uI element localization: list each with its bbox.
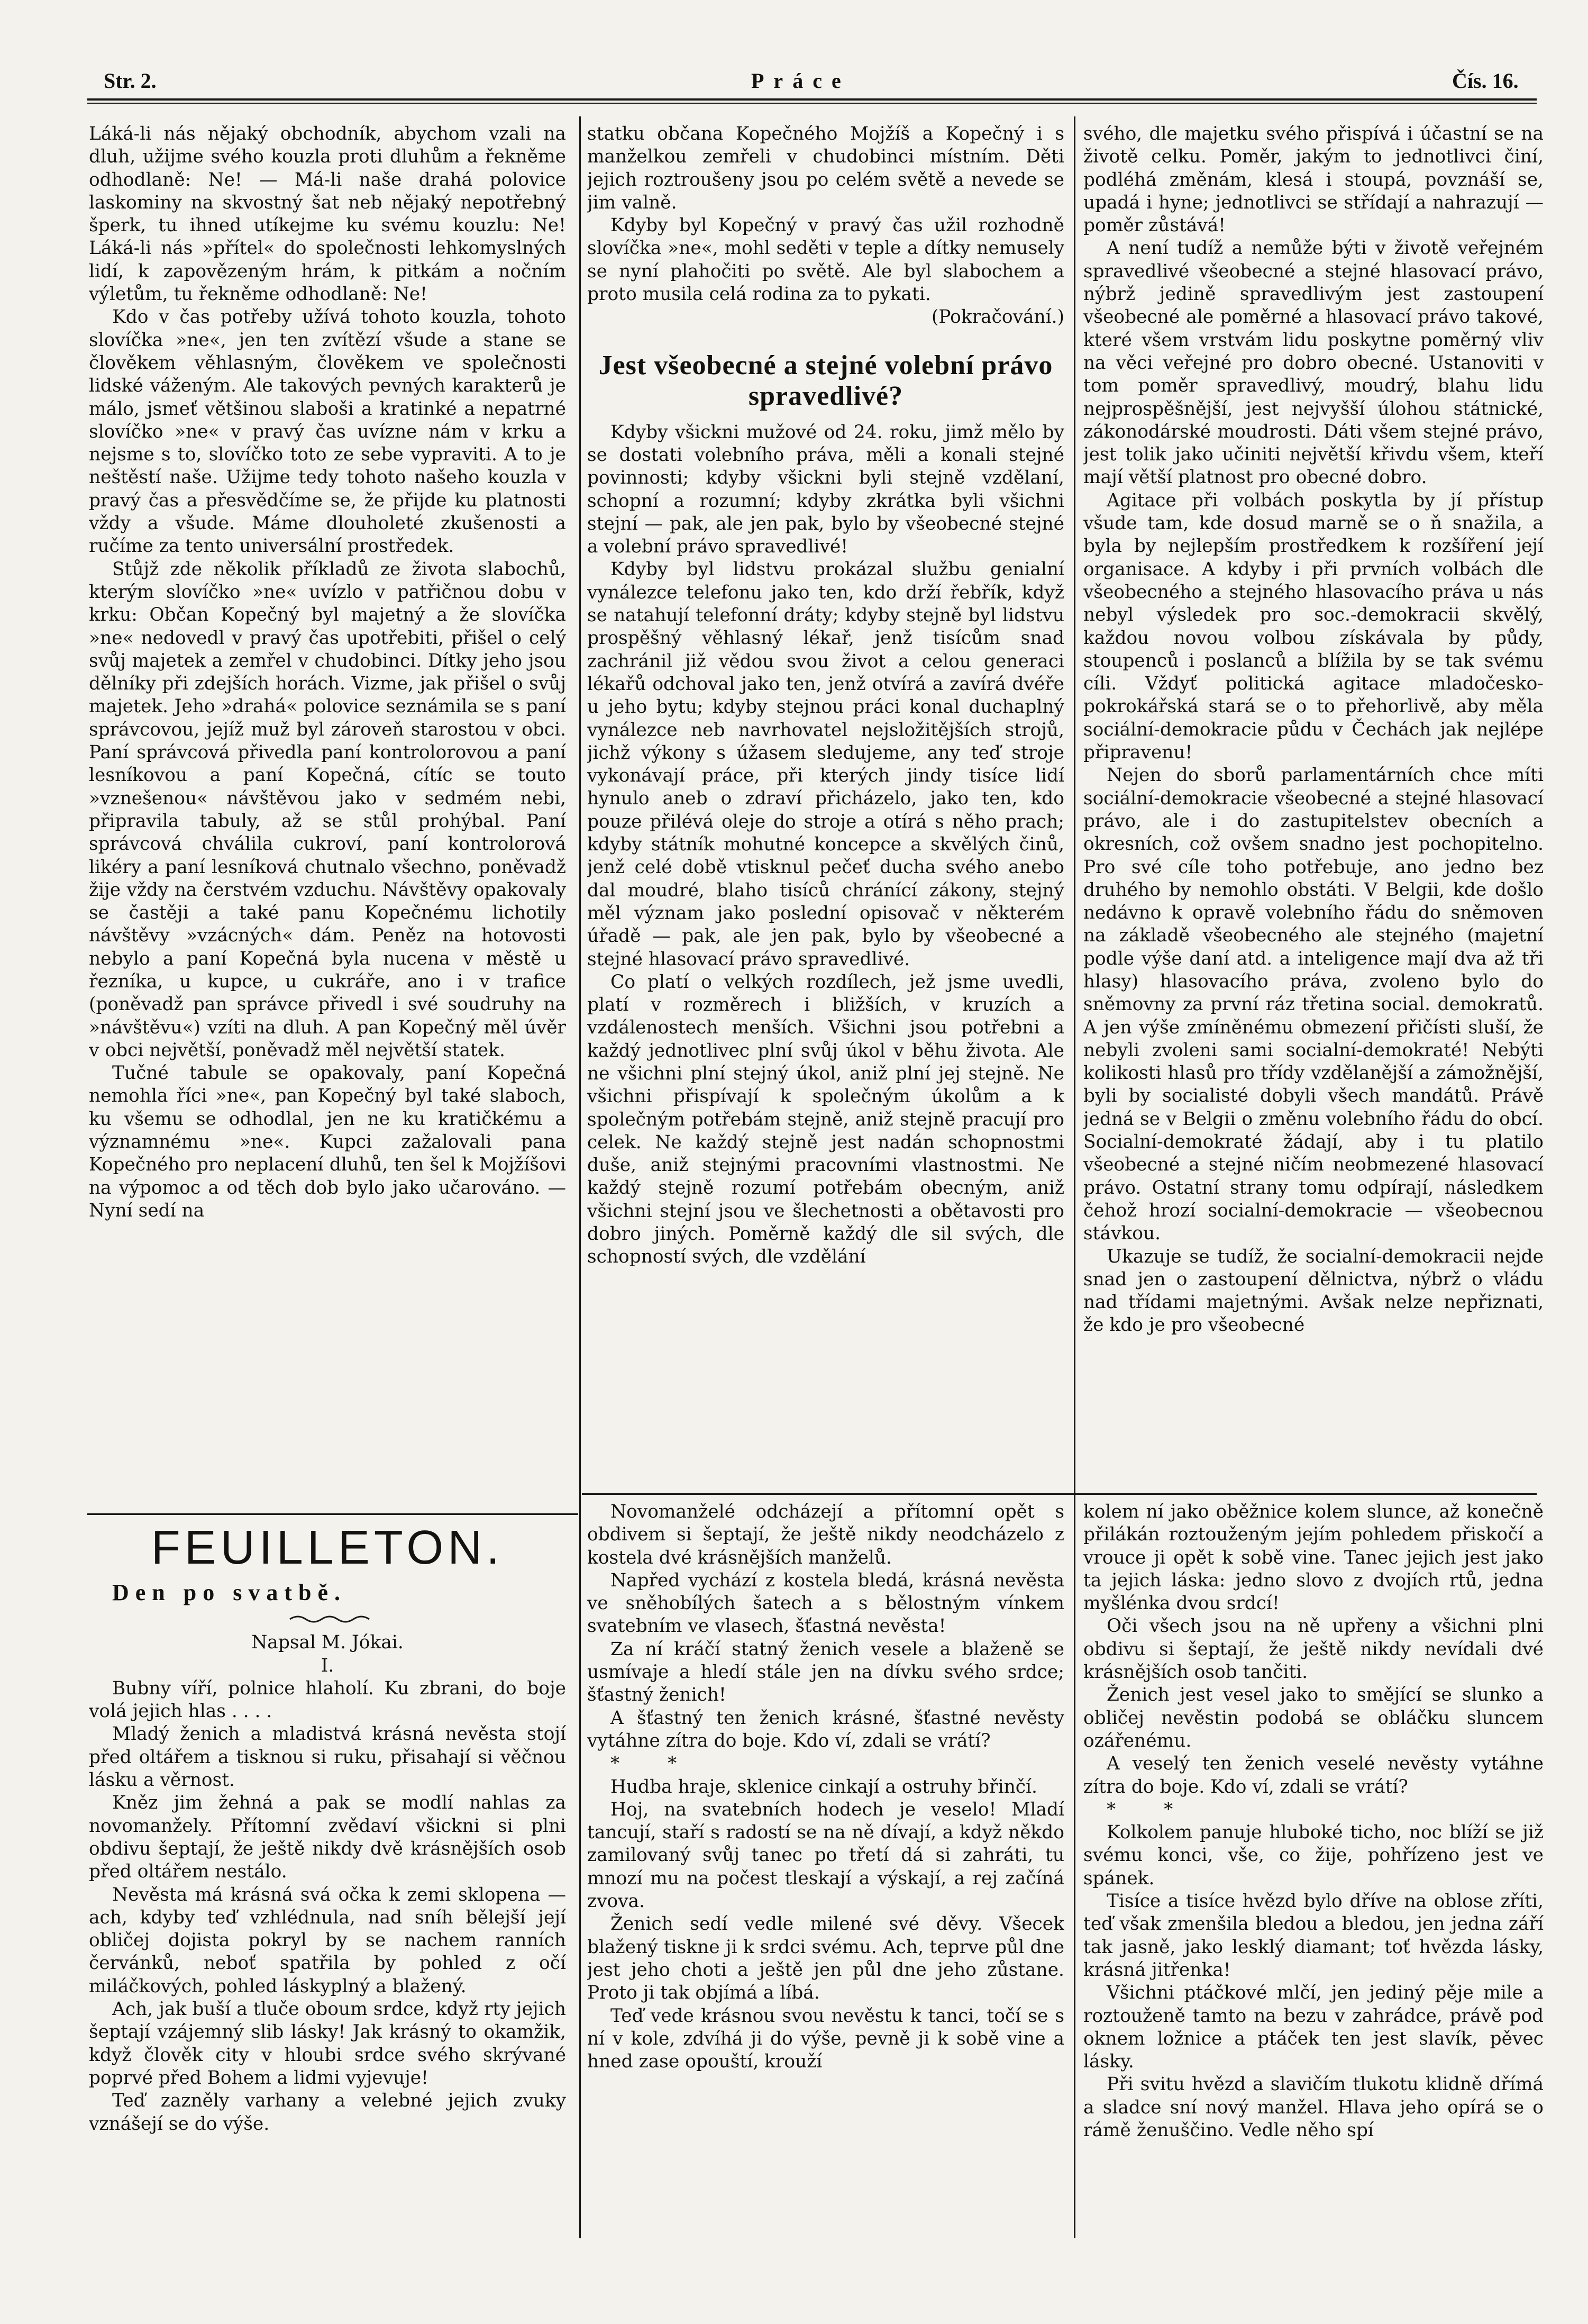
continuation-note: (Pokračování.) [931,306,1064,328]
header-rule-thin [87,103,1537,104]
column-1-text [89,123,566,1488]
article-title: Jest všeobecné a stejné volební právo spravedlivé? [598,350,1053,411]
paragraph: Ach, jak buší a tluče oboum srdce, když rty jejich šeptají vzájemný slib lásky! Jak krásný to okamžik, když člověk city v hloubi srdce svého skrývané poprvé před Bohem a lidmi vyjevuje! [89,1999,566,2089]
paragraph: A šťastný ten ženich krásné, šťastné nevěsty vytáhne zítra do boje. Kdo ví, zdali se vrátí? [587,1707,1064,1751]
newspaper-title: Práce [751,69,851,93]
ornament-wave [89,1613,566,1626]
issue-number: Čís. 16. [1452,69,1519,93]
paragraph: Agitace při volbách poskytla by jí přístup všude tam, kde dosud marně se o ň snažila, a byla by nejlepším prostředkem k rozšíření její organisace. A kdyby i při prvních volbách dle všeobecného a stejného hlasovacího práva u nás nebyl výsledek pro soc.-demokracii skvělý, každou novou volbou získávala by půdy, stoupenců i poslanců a blížila by se tak svému cíli. Vždyť politická agitace mladočesko-pokrokářská stará se o to přehorlivě, aby měla sociální-demokracie půdu v Čechách jak nejlépe připravenu! [1083,489,1544,764]
paragraph: Novomanželé odcházejí a přítomní opět s obdivem si šeptají, že ještě nikdy neodcházelo z kostela dvé krásnějších manželů. [587,1501,1064,1568]
paragraph: statku občana Kopečného Mojžíš a Kopečný i s manželkou zemřeli v chudobinci místním. Děti jejich roztroušeny jsou po celém světě a nevede se jim valně. [587,123,1064,213]
column-divider [579,116,581,2238]
feuilleton-column-2 [587,1501,1064,2241]
section-stars: * * [610,1753,698,1775]
paragraph: Ženich sedí vedle milené své děvy. Všecek blažený tiskne ji k srdci svému. Ach, teprve půl dne jest jeho choti a ještě jen půl dne jeho zůstane. Proto ji tak objímá a líbá. [587,1913,1064,2004]
paragraph: svého, dle majetku svého přispívá i účastní se na životě celku. Poměr, jakým to jednotlivci činí, podléhá změnám, klesá i stoupá, povznáší se, upadá i hyne; jednotlivci se střídají a nahrazují — poměr zůstává! [1083,123,1544,237]
paragraph: Ženich jest vesel jako to smějící se slunko a obličej nevěstin podobá se obláčku sluncem ozářenému. [1083,1684,1544,1751]
feuilleton-divider [87,1513,578,1515]
paragraph: Oči všech jsou na ně upřeny a všichni plni obdivu si šeptají, že ještě nikdy nevídali dvé krásnějších osob tančiti. [1083,1615,1544,1683]
paragraph: Kdyby byl lidstvu prokázal službu genialní vynálezce telefonu jako ten, kdo drží řebřík, když se natahují telefonní dráty; kdyby stejně byl lidstvu prospěšný věhlasný lékař, jenž tisícům snad zachránil již vědou svou život a celou generaci lékařů odchoval jako ten, jenž otvírá a zavírá dvéře u jeho bytu; kdyby stejnou práci konal duchaplný vynálezce neb navrhovatel nejsložitějších strojů, jichž výkony s úžasem sledujeme, any teď stroje vykonávají práce, při kterých jindy tisíce lidí hynulo aneb o zdraví přicházelo, jako ten, kdo pouze přilévá oleje do stroje a otírá s něho prach; kdyby státník mohutné koncepce a skvělých činů, jenž celé době vtisknul pečeť ducha svého anebo dal moudré, blaho tisíců chránící zákony, stejný měl význam jako poslední opisovač v některém úřadě — pak, ale jen pak, bylo by všeobecné a stejné hlasovací právo spravedlivé. [587,559,1064,970]
paragraph: Láká-li nás nějaký obchodník, abychom vzali na dluh, užijme svého kouzla proti dluhům a řekněme odhodlaně: Ne! — Má-li naše drahá polovice laskominy na skvostný šat neb nějaký nepotřebný šperk, tu ihned utíkejme ku svému kouzlu: Ne! Láká-li nás »přítel« do společnosti lehkomyslných lidí, k zapovězeným hrám, k pitkám a nočním výletům, tu řekněme odhodlaně: Ne! [89,123,566,305]
feuilleton-column-1 [89,1519,566,2238]
feuilleton-heading: FEUILLETON. [151,1521,504,1574]
paragraph: Tučné tabule se opakovaly, paní Kopečná nemohla říci »ne«, pan Kopečný byl také slaboch, ku všemu se odhodlal, jen ne ku kratičkému a významnému »ne«. Kupci zažalovali pana Kopečného pro neplacení dluhů, ten šel k Mojžíšovi na výpomoc a od těch dob bylo jako učarováno. — Nyní sedí na [89,1063,566,1221]
paragraph: Ukazuje se tudíž, že socialní-demokracii nejde snad jen o zastoupení dělnictva, nýbrž o vládu nad třídami majetnými. Avšak nelze nepřiznati, že kdo je pro všeobecné [1083,1246,1544,1336]
paragraph: Tisíce a tisíce hvězd bylo dříve na oblose zříti, teď však zmenšila bledou a bledou, jen jedna září tak jasně, jako lesklý diamant; toť hvězda lásky, krásná jitřenka! [1083,1891,1544,1981]
paragraph: Všichni ptáčkové mlčí, jen jediný pěje mile a roztouženě tamto na bezu v zahrádce, právě pod oknem ložnice a ptáček ten jest slavík, pěvec lásky. [1083,1982,1544,2073]
feuilleton-author: Napsal M. Jókai. [251,1632,404,1654]
feuilleton-divider [582,1493,1537,1495]
paragraph: A není tudíž a nemůže býti v životě veřejném spravedlivé všeobecné a stejné hlasovací právo, nýbrž jedině spravedlivým jest zastoupení všeobecné ale poměrné a hlasovací právo takové, které všem vrstvám lidu poskytne poměrný vliv na věci veřejné pro dobro obecné. Ustanoviti v tom poměr spravedlivý, moudrý, blahu lidu nejprospěšnější, jest nejvyšší úlohou státnické, zákonodárské moudrosti. Dáti všem stejné právo, jest tolik jako učiniti největší křivdu všem, kteří mají větší platnost pro obecné dobro. [1083,238,1544,488]
paragraph: Kdyby všickni mužové od 24. roku, jimž mělo by se dostati volebního práva, měli a konali stejné povinnosti; kdyby všickni byli stejně vzdělaní, schopní a rozumní; kdyby zkrátka byli všichni stejní — pak, ale jen pak, bylo by všeobecné stejné a volební právo spravedlivé! [587,421,1064,558]
chapter-number: I. [321,1655,334,1676]
paragraph: Nejen do sborů parlamentárních chce míti sociální-demokracie všeobecné a stejné hlasovací právo, ale i do zastupitelstev obecních a okresních, což ovšem snadno jest pochopitelno. Pro své cíle toho potřebuje, ano jedno bez druhého by nemohlo obstáti. V Belgii, kde došlo nedávno k opravě volebního řádu do sněmoven na základě všeobecného ale stejného (majetní podle výše daní atd. a inteligence mají dva až tři hlasy) hlasovacího práva, zvoleno bylo do sněmovny za první ráz třetina social. demokratů. A jen výše zmíněnému obmezení přičísti sluší, že nebyli zvoleni sami socialní-demokraté! Nebýti kolikosti hlasů pro třídy vzdělanější a zámožnější, byli by socialisté dobyli všech mandátů. Právě jedná se v Belgii o změnu volebního řádu do obcí. Socialní-demokraté žádají, aby i tu platilo všeobecné a stejné ničím neobmezené hlasovací právo. Ostatní strany tomu odpírají, následkem čehož hrozí socialní-demokracie — všeobecnou stávkou. [1083,765,1544,1245]
paragraph: Stůjž zde několik příkladů ze života slabochů, kterým slovíčko »ne« uvízlo v patřičnou dobu v krku: Občan Kopečný byl majetný a že slovíčka »ne« nedovedl v pravý čas upotřebiti, přišel o celý svůj majetek a zemřel v chudobinci. Dítky jeho jsou dělníky při zdejších horách. Vizme, jak přišel o svůj majetek. Jeho »drahá« polovice seznámila se s paní správcovou, jejíž muž byl zároveň starostou v obci. Paní správcová přivedla paní kontrolorovou a paní lesníkovou a paní Kopečná, cítíc se touto »vznešenou« návštěvou jako v sedmém nebi, připravila tabuly, až se stůl prohýbal. Paní správcová chválila cukroví, paní kontrolorová likéry a paní lesníková chutnalo všechno, poněvadž žije vždy na čerstvém vzduchu. Návštěvy opakovaly se častěji a také panu Kopečnému lichotily návštěvy »vzácných« dám. Peněz na hotovosti nebylo a paní Kopečná byla nucena v městě u řezníka, u kupce, u cukráře, ano i v trafice (poněvadž pan správce přivedl i své soudruhy na »návštěvu«) vzíti na dluh. A pan Kopečný měl úvěr v obci největší, poněvadž měl největší statek. [89,558,566,1061]
paragraph: Kdo v čas potřeby užívá tohoto kouzla, tohoto slovíčka »ne«, jen ten zvítězí všude a stane se člověkem věhlasným, člověkem ve společnosti lidské váženým. Ale takových pevných karakterů je málo, jsmeť většinou slaboši a kratinké a nepatrné slovíčko »ne« v pravý čas uvízne nám v krku a nejsme s to, slovíčko toto ze sebe vypraviti. A to je neštěstí naše. Užijme tedy tohoto našeho kouzla v pravý čas a přesvědčíme se, že přijde ku platnosti vždy a všude. Máme dlouholeté zkušenosti a ručíme za tento universální prostředek. [89,306,566,557]
paragraph: Hudba hraje, sklenice cinkají a ostruhy břinčí. [610,1776,1037,1798]
section-stars: * * [1107,1799,1194,1820]
paragraph: Teď vede krásnou svou nevěstu k tanci, točí se s ní v kole, zdvíhá ji do výše, pevně ji k sobě vine a hned zase opouští, krouží [587,2005,1064,2073]
paragraph: Teď zazněly varhany a velebné jejich zvuky vznášejí se do výše. [89,2090,566,2135]
header-rule [87,98,1537,101]
feuilleton-column-3 [1083,1501,1544,2241]
paragraph: Kdyby byl Kopečný v pravý čas užil rozhodně slovíčka »ne«, mohl seděti v teple a dítky nemusely se nyní plahočiti po světě. Ale byl slabochem a proto musila celá rodina za to pykati. [587,215,1064,305]
paragraph: Bubny víří, polnice hlaholí. Ku zbrani, do boje volá jejich hlas . . . . [89,1677,566,1722]
column-3-text [1083,123,1544,1488]
paragraph: Kolkolem panuje hluboké ticho, noc blíží se již svému konci, vše, co žije, pohřízeno jest ve spánek. [1083,1822,1544,1889]
paragraph: Za ní kráčí statný ženich vesele a blaženě se usmívaje a hledí stále jen na dívku svého srdce; šťastný ženich! [587,1638,1064,1706]
paragraph: Napřed vychází z kostela bledá, krásná nevěsta ve sněhobílých šatech a s bělostným vínkem svatebním ve vlasech, šťastná nevěsta! [587,1569,1064,1637]
paragraph: Při svitu hvězd a slavičím tlukotu klidně dřímá a sladce sní nový manžel. Hlava jeho opírá se o rámě ženuščino. Vedle něho spí [1083,2074,1544,2141]
paragraph: Hoj, na svatebních hodech je veselo! Mladí tancují, staří s radostí se na ně dívají, a když někdo zamilovaný svůj tanec po třetí dá si zahráti, tu mnozí mu na počest tleskají a výskají, a rej začíná zvova. [587,1799,1064,1912]
paragraph: Mladý ženich a mladistvá krásná nevěsta stojí před oltářem a tisknou si ruku, přisahají si věčnou lásku a věrnost. [89,1723,566,1791]
paragraph: Kněz jim žehná a pak se modlí nahlas za novomanžely. Přítomní zvědaví všickni si plni obdivu šeptají, že ještě nikdy dvě krásnějších osob před oltářem nestálo. [89,1792,566,1883]
paragraph: Nevěsta má krásná svá očka k zemi sklopena — ach, kdyby teď vzhlédnula, nad sníh bělejší její obličej dojista pokryl by se nachem ranních červánků, neboť spatřila by pohled z očí miláčkových, pohled láskyplný a blažený. [89,1884,566,1997]
paragraph: kolem ní jako oběžnice kolem slunce, až konečně přilákán roztouženým jejím pohledem přiskočí a vrouce ji opět k sobě vine. Tanec jejich jest jako ta jejich láska: jedno slovo z dvojích rtů, jedna myšlénka dvou srdcí! [1083,1501,1544,1614]
feuilleton-title: Den po svatbě. [112,1579,347,1605]
paragraph: A veselý ten ženich veselé nevěsty vytáhne zítra do boje. Kdo ví, zdali se vrátí? [1083,1753,1544,1798]
column-2-text [587,123,1064,1488]
page-number: Str. 2. [104,69,157,93]
column-divider [1074,116,1075,2238]
paragraph: Co platí o velkých rozdílech, jež jsme uvedli, platí v rozměrech i bližších, v kruzích a vzdálenostech menších. Všichni jsou potřebni a každý jednotlivec plní svůj úkol v běhu života. Ale ne všichni plní stejný úkol, aniž plní jej stejně. Ne všichni přispívají k společným úkolům a k společným potřebám stejně, aniž stejně pracují pro celek. Ne každý stejně jest nadán schopnostmi duše, aniž stejnými pracovními vlastnostmi. Ne každý stejně rozumí potřebám obecným, aniž všichni stejní jsou ve šlechetnosti a obětavosti pro dobro jiných. Poměrně každý dle sil svých, dle schopností svých, dle vzdělání [587,971,1064,1268]
